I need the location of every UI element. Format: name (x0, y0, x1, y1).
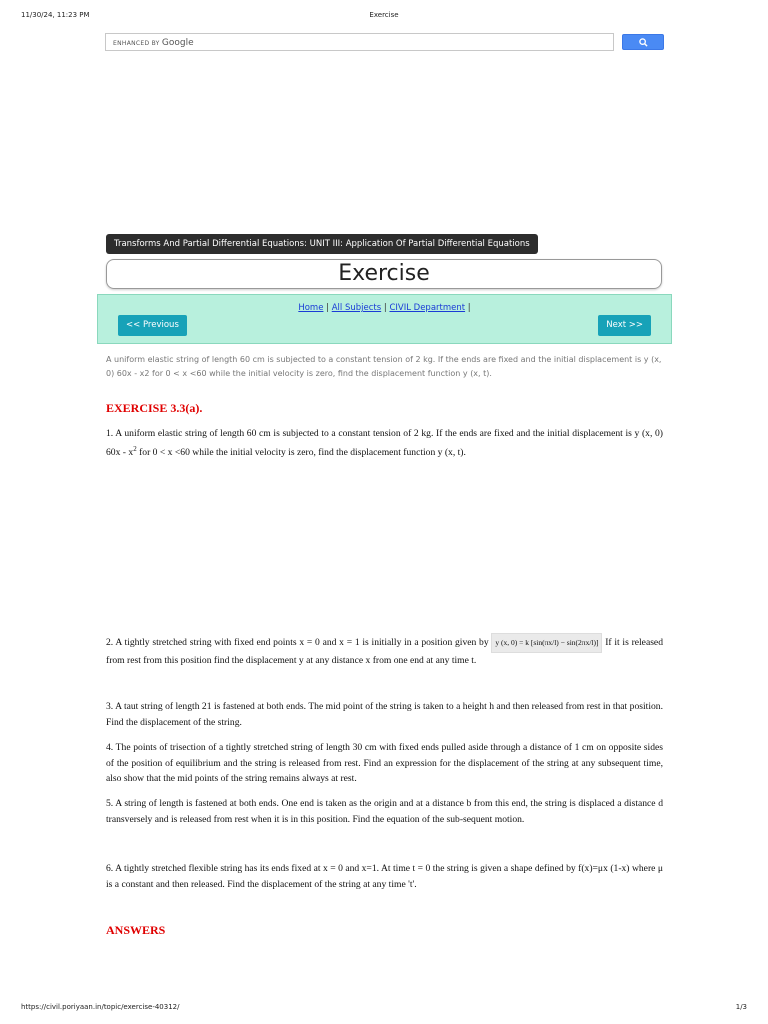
department-link[interactable]: CIVIL Department (389, 303, 466, 313)
question-2: 2. A tightly stretched string with fixed end points x = 0 and x = 1 is initially in a position given by y (x, 0) = k [sin(πx/l) − sin(2πx/l)] If it is released from rest from this position find the displacement y at any distance x from one end at any time t. (106, 633, 663, 668)
search-button[interactable] (622, 34, 664, 50)
print-page-number: 1/3 (735, 1003, 747, 1011)
page-title: Exercise (338, 261, 430, 286)
page-summary: A uniform elastic string of length 60 cm is subjected to a constant tension of 2 kg. If the ends are fixed and the initial displacement is y (x, 0) 60x - x2 for 0 < x <60 while the initial velocity is zero, find the displacement function y (x, t). (106, 355, 662, 378)
answers-heading: ANSWERS (106, 923, 166, 937)
breadcrumb: Transforms And Partial Differential Equations: UNIT III: Application Of Partial Differential Equations (106, 234, 538, 254)
question-4: 4. The points of trisection of a tightly stretched string of length 30 cm with fixed ends pulled aside through a distance of 1 cm on opposite sides of the position of equilibrium and the string is released from rest. Find an expression for the displacement of the string at any subsequent time, also show that the mid points of the string remains always at rest. (106, 742, 663, 784)
question-3: 3. A taut string of length 21 is fastened at both ends. The mid point of the string is taken to a height h and then released from rest in that position. Find the displacement of the string. (106, 701, 663, 728)
previous-button[interactable]: << Previous (118, 315, 187, 336)
search-input[interactable] (105, 33, 614, 51)
question-6: 6. A tightly stretched flexible string has its ends fixed at x = 0 and x=1. At time t = 0 the string is given a shape defined by f(x)=μx (1-x) where μ is a constant and then released. Find the displacement of the string at any time 't'. (106, 863, 663, 890)
search-branding: ENHANCED BY Google (113, 38, 194, 48)
next-button[interactable]: Next >> (598, 315, 651, 336)
home-link[interactable]: Home (298, 303, 324, 313)
nav-separator: | (326, 303, 330, 313)
exercise-heading: EXERCISE 3.3(a). (106, 401, 203, 415)
page-title-box (106, 259, 662, 289)
print-datetime: 11/30/24, 11:23 PM (21, 11, 90, 19)
navigation-panel (97, 294, 672, 344)
question-5: 5. A string of length is fastened at both ends. One end is taken as the origin and at a distance b from this end, the string is displaced a distance d transversely and is released from rest when it is in this position. Find the equation of the sub-sequent motion. (106, 798, 663, 825)
nav-links (98, 303, 671, 313)
formula-image: y (x, 0) = k [sin(πx/l) − sin(2πx/l)] (491, 633, 602, 653)
search-icon (639, 38, 648, 47)
all-subjects-link[interactable]: All Subjects (331, 303, 382, 313)
print-page-title: Exercise (369, 11, 399, 19)
nav-separator: | (467, 303, 471, 313)
nav-separator: | (383, 303, 387, 313)
question-1: 1. A uniform elastic string of length 60 cm is subjected to a constant tension of 2 kg. If the ends are fixed and the initial displacement is y (x, 0) $60x - x^2$ for 0 < x <60 while the initial velocity is zero, find the displacement function y (x, t). (106, 428, 663, 458)
print-url: https://civil.poriyaan.in/topic/exercise-40312/ (21, 1003, 180, 1011)
